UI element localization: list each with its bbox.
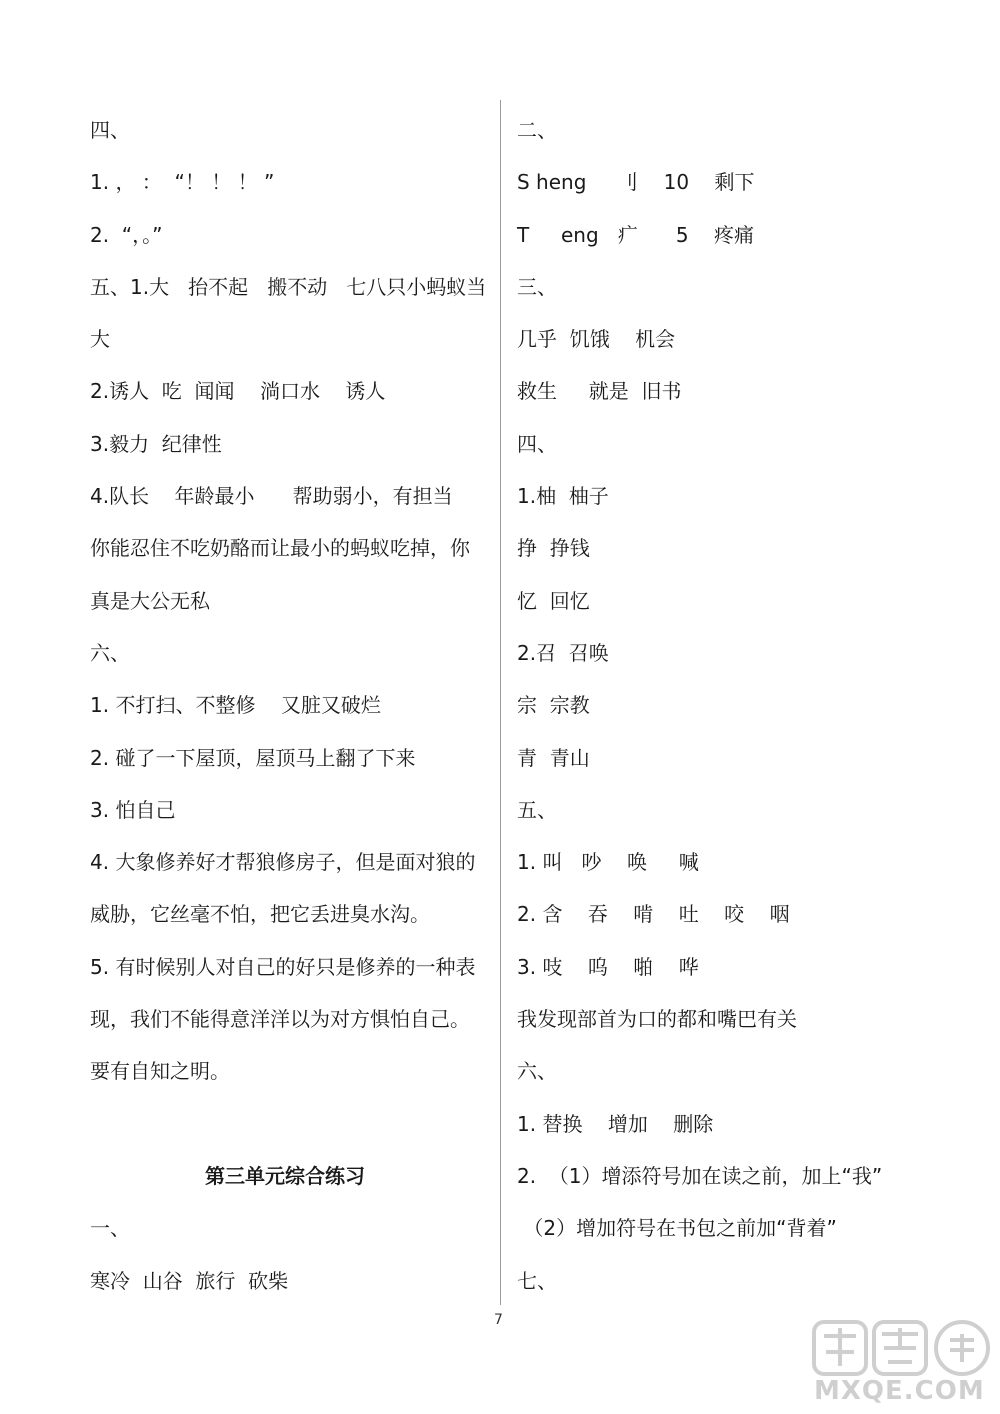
watermark-logo-icon: [812, 1318, 992, 1378]
watermark-site: MXQE.COM: [814, 1376, 985, 1406]
answer-line: 威胁，它丝毫不怕，把它丢进臭水沟。: [90, 902, 430, 927]
watermark: [812, 1318, 992, 1410]
answer-line: 1.柚 柚子: [517, 484, 609, 509]
answer-line: 现，我们不能得意洋洋以为对方惧怕自己。: [90, 1007, 470, 1032]
answer-line: 大: [90, 327, 110, 352]
answer-line: 2.诱人 吃 闻闻 淌口水 诱人: [90, 379, 386, 404]
unit-three-title: 第三单元综合练习: [205, 1163, 365, 1188]
answer-line: S heng 刂 10 剩下: [517, 170, 755, 195]
answer-line: 五、1.大 抬不起 搬不动 七八只小蚂蚁当: [90, 274, 487, 299]
answer-line: 2. “，。”: [90, 222, 163, 247]
answer-line: 挣 挣钱: [517, 536, 590, 561]
answer-line: 3. 吱 呜 啪 哗: [517, 954, 699, 979]
left-column: [90, 104, 490, 1307]
answer-line: 青 青山: [517, 745, 590, 770]
page-number: 7: [494, 1312, 503, 1328]
answer-line: 寒冷 山谷 旅行 砍柴: [90, 1268, 289, 1293]
answer-line: 1. 替换 增加 删除: [517, 1111, 714, 1136]
answer-line: 3.毅力 纪律性: [90, 431, 222, 456]
answer-line: 1. 叫 吵 唤 喊: [517, 850, 699, 875]
answer-line: 4.队长 年龄最小 帮助弱小，有担当: [90, 484, 453, 509]
answer-line: 2. 含 吞 啃 吐 咬 咽: [517, 902, 790, 927]
answer-line: 1. ， ： “！ ！ ！ ”: [90, 170, 275, 195]
section-two-heading: 二、: [517, 118, 557, 142]
answer-line: 几乎 饥饿 机会: [517, 327, 676, 352]
column-divider: [500, 100, 501, 1305]
answer-line: T eng 疒 5 疼痛: [517, 222, 755, 247]
section-five-heading: 五、: [517, 797, 557, 822]
section-three-heading: 三、: [517, 274, 557, 299]
section-six-heading: 六、: [90, 640, 130, 665]
section-six-heading: 六、: [517, 1059, 557, 1084]
right-column: [517, 104, 937, 1307]
answer-line: 我发现部首为口的都和嘴巴有关: [517, 1007, 797, 1032]
blank-line: [90, 1098, 490, 1150]
answer-line: 你能忍住不吃奶酪而让最小的蚂蚁吃掉，你: [90, 536, 470, 561]
section-four-heading: 四、: [517, 431, 557, 456]
answer-line: 2. 碰了一下屋顶，屋顶马上翻了下来: [90, 745, 416, 770]
section-seven-heading: 七、: [517, 1268, 557, 1293]
section-four-heading: 四、: [90, 118, 130, 142]
answer-line: 宗 宗教: [517, 693, 590, 718]
answer-line: 5. 有时候别人对自己的好只是修养的一种表: [90, 954, 476, 979]
answer-line: 3. 怕自己: [90, 797, 176, 822]
answer-line: 2.召 召唤: [517, 640, 609, 665]
answer-line: 要有自知之明。: [90, 1059, 230, 1084]
answer-line: 忆 回忆: [517, 588, 590, 613]
section-one-heading: 一、: [90, 1216, 130, 1241]
answer-line: 4. 大象修养好才帮狼修房子，但是面对狼的: [90, 850, 476, 875]
answer-line: 2. （1）增添符号加在读之前，加上“我”: [517, 1163, 883, 1188]
answer-line: 1. 不打扫、不整修 又脏又破烂: [90, 693, 381, 718]
answer-line: （2）增加符号在书包之前加“背着”: [517, 1216, 837, 1241]
answer-line: 真是大公无私: [90, 588, 210, 613]
answer-line: 救生 就是 旧书: [517, 379, 682, 404]
